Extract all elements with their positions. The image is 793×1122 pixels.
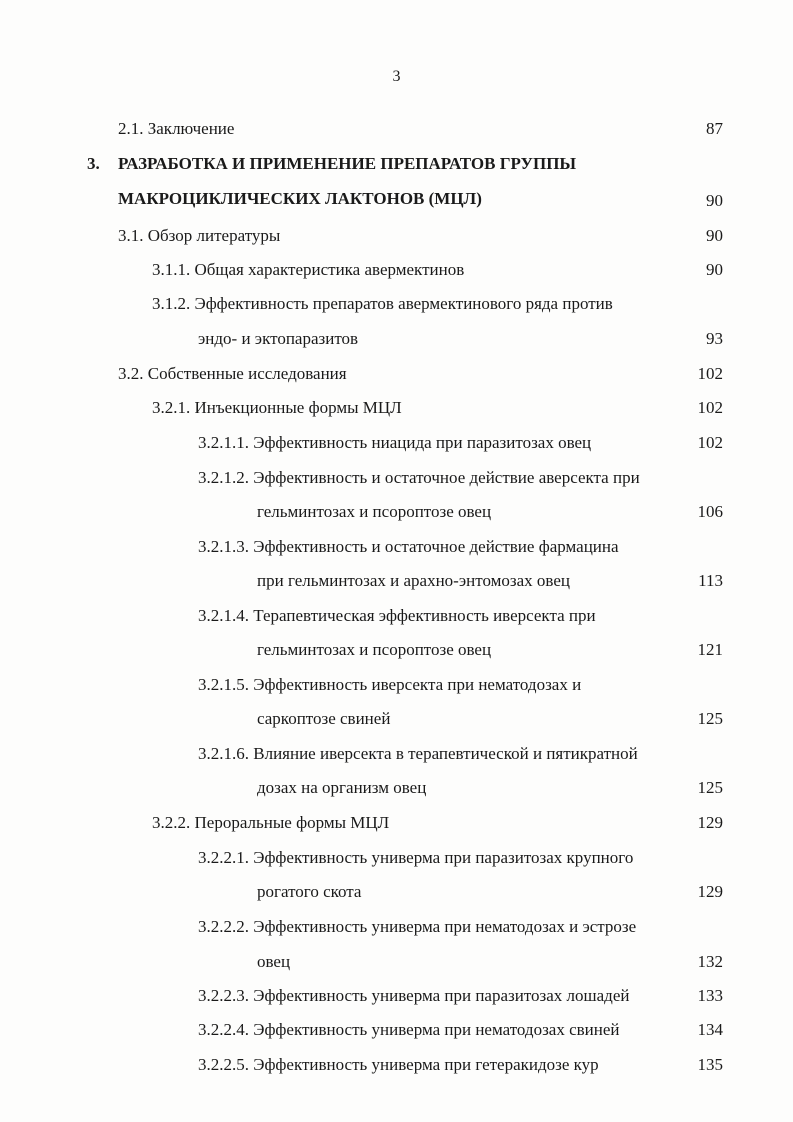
toc-entry-page: 121	[697, 640, 723, 659]
toc-entry-label: 3.2.1.2. Эффективность и остаточное действие аверсекта при	[198, 468, 640, 487]
toc-entry-page: 90	[706, 260, 723, 279]
toc-entry-label: 3.1. Обзор литературы	[118, 226, 281, 245]
toc-entry-page: 129	[697, 813, 723, 832]
toc-entry-label-cont: дозах на организм овец	[257, 778, 427, 797]
toc-entry-page: 102	[697, 364, 723, 383]
toc-chapter-title-cont: МАКРОЦИКЛИЧЕСКИХ ЛАКТОНОВ (МЦЛ)	[118, 189, 482, 208]
toc-entry-page: 90	[706, 191, 723, 210]
toc-entry-page: 102	[697, 398, 723, 417]
toc-entry-page: 113	[698, 571, 723, 590]
toc-entry-label: 3.2.1.6. Влияние иверсекта в терапевтической и пятикратной	[198, 744, 638, 763]
toc-entry-label: 3.1.1. Общая характеристика авермектинов	[152, 260, 465, 279]
toc-chapter-title: РАЗРАБОТКА И ПРИМЕНЕНИЕ ПРЕПАРАТОВ ГРУППЫ	[118, 154, 577, 173]
toc-entry-label: 3.2.2.4. Эффективность универма при нематодозах свиней	[198, 1020, 620, 1039]
toc-entry-label: 3.2.1.5. Эффективность иверсекта при нематодозах и	[198, 675, 582, 694]
toc-entry-page: 132	[697, 952, 723, 971]
toc-entry-label: 3.1.2. Эффективность препаратов авермектинового ряда против	[152, 294, 613, 313]
toc-entry-page: 106	[697, 502, 723, 521]
toc-entry-label-cont: овец	[257, 952, 291, 971]
page-number: 3	[392, 68, 401, 85]
toc-entry-label-cont: при гельминтозах и арахно-энтомозах овец	[257, 571, 570, 590]
toc-entry-page: 134	[697, 1020, 723, 1039]
toc-entry-page: 102	[697, 433, 723, 452]
toc-entry-page: 135	[697, 1055, 723, 1074]
toc-chapter-number: 3.	[87, 154, 100, 173]
toc-entry-page: 133	[697, 986, 723, 1005]
toc-entry-label: 3.2.2.2. Эффективность универма при нематодозах и эстрозе	[198, 917, 637, 936]
toc-entry-label: 3.2.1.1. Эффективность ниацида при паразитозах овец	[198, 433, 592, 452]
toc-entry-page: 90	[706, 226, 723, 245]
toc-entry-label-cont: гельминтозах и псороптозе овец	[257, 502, 492, 521]
toc-entry-label: 3.2.2.5. Эффективность универма при гетеракидозе кур	[198, 1055, 599, 1074]
toc-entry-label-cont: гельминтозах и псороптозе овец	[257, 640, 492, 659]
toc-entry-label-cont: эндо- и эктопаразитов	[198, 329, 359, 348]
toc-entry-label: 3.2.2. Пероральные формы МЦЛ	[152, 813, 390, 832]
toc-entry-label: 3.2.2.1. Эффективность универма при паразитозах крупного	[198, 848, 634, 867]
toc-entry-page: 129	[697, 882, 723, 901]
toc-entry-page: 125	[697, 709, 723, 728]
toc-entry-page: 125	[697, 778, 723, 797]
toc-entry-label: 3.2.1. Инъекционные формы МЦЛ	[152, 398, 402, 417]
toc-entry-label: 3.2. Собственные исследования	[118, 364, 347, 383]
toc-entry-page: 93	[706, 329, 723, 348]
toc-entry-label: 2.1. Заключение	[118, 119, 235, 138]
toc-entry-label: 3.2.2.3. Эффективность универма при паразитозах лошадей	[198, 986, 630, 1005]
toc-entry-label-cont: саркоптозе свиней	[257, 709, 391, 728]
toc-entry-label-cont: рогатого скота	[257, 882, 362, 901]
toc-entry-label: 3.2.1.4. Терапевтическая эффективность иверсекта при	[198, 606, 596, 625]
toc-entry-label: 3.2.1.3. Эффективность и остаточное действие фармацина	[198, 537, 619, 556]
toc-entry-page: 87	[706, 119, 723, 138]
